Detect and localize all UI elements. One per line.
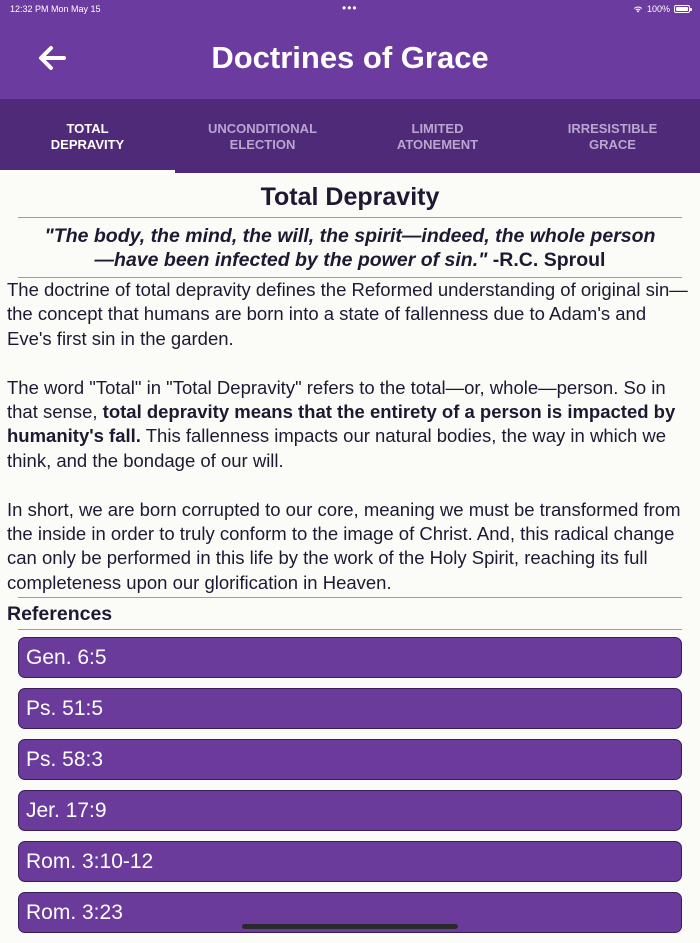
- main-content: [0, 173, 700, 943]
- doctrine-tabs: [0, 99, 700, 173]
- tab-label: LIMITED ATONEMENT: [396, 120, 479, 152]
- quote-text: "The body, the mind, the will, the spirit—indeed, the whole person—have been infected by the power of sin.": [44, 225, 656, 271]
- reference-button[interactable]: Rom. 3:23: [18, 892, 682, 933]
- status-right: [633, 4, 690, 14]
- tab-limited-atonement[interactable]: [350, 99, 525, 173]
- battery-icon: [674, 5, 690, 13]
- paragraph-2-text: The word "Total" in "Total Depravity" refers to the total—or, whole—person. So in that sense,: [7, 376, 666, 423]
- quote-author: -R.C. Sproul: [487, 249, 606, 271]
- tab-label: IRRESISTIBLE GRACE: [567, 120, 658, 152]
- tab-irresistible-grace[interactable]: [525, 99, 700, 173]
- home-indicator[interactable]: [242, 924, 458, 929]
- body-text: [0, 278, 700, 595]
- battery-percent: 100%: [646, 4, 670, 14]
- status-time: 12:32 PM Mon May 15: [10, 4, 101, 14]
- reference-button[interactable]: Jer. 17:9: [18, 790, 682, 831]
- tab-unconditional-election[interactable]: [175, 99, 350, 173]
- paragraph-2: [7, 376, 693, 474]
- app-header: [0, 0, 700, 99]
- paragraph-3: In short, we are born corrupted to our core, meaning we must be transformed from the inside in order to truly conform to the image of Christ. And, this radical change can only be performed in this life by the work of the Holy Spirit, reaching its full completeness upon our glorification in Heaven.: [7, 498, 681, 593]
- status-bar: [0, 0, 700, 18]
- references-list: [0, 630, 700, 933]
- paragraph-2-emphasis: total depravity means that the entirety of a person is impacted by humanity's fall.: [7, 401, 676, 447]
- reference-button[interactable]: Ps. 51:5: [18, 688, 682, 729]
- tab-label: TOTAL DEPRAVITY: [50, 120, 125, 152]
- references-heading: References: [7, 603, 113, 626]
- page-title: Doctrines of Grace: [211, 40, 489, 75]
- reference-button[interactable]: Gen. 6:5: [18, 637, 682, 678]
- wifi-icon: [633, 5, 643, 13]
- section-title: Total Depravity: [260, 183, 440, 211]
- paragraph-2-text-end: This fallenness impacts our natural bodies, the way in which we think, and the bondage of our will.: [7, 425, 667, 471]
- paragraph-1: The doctrine of total depravity defines the Reformed understanding of original sin—the concept that humans are born into a state of fallenness due to Adam's and Eve's first sin in the garden.: [7, 279, 688, 349]
- quote: [0, 218, 700, 277]
- reference-button[interactable]: Rom. 3:10-12: [18, 841, 682, 882]
- reference-button[interactable]: Ps. 58:3: [18, 739, 682, 780]
- tab-label: UNCONDITIONAL ELECTION: [207, 120, 318, 152]
- tab-total-depravity[interactable]: [0, 99, 175, 173]
- multitasking-dots-icon[interactable]: •••: [342, 1, 358, 15]
